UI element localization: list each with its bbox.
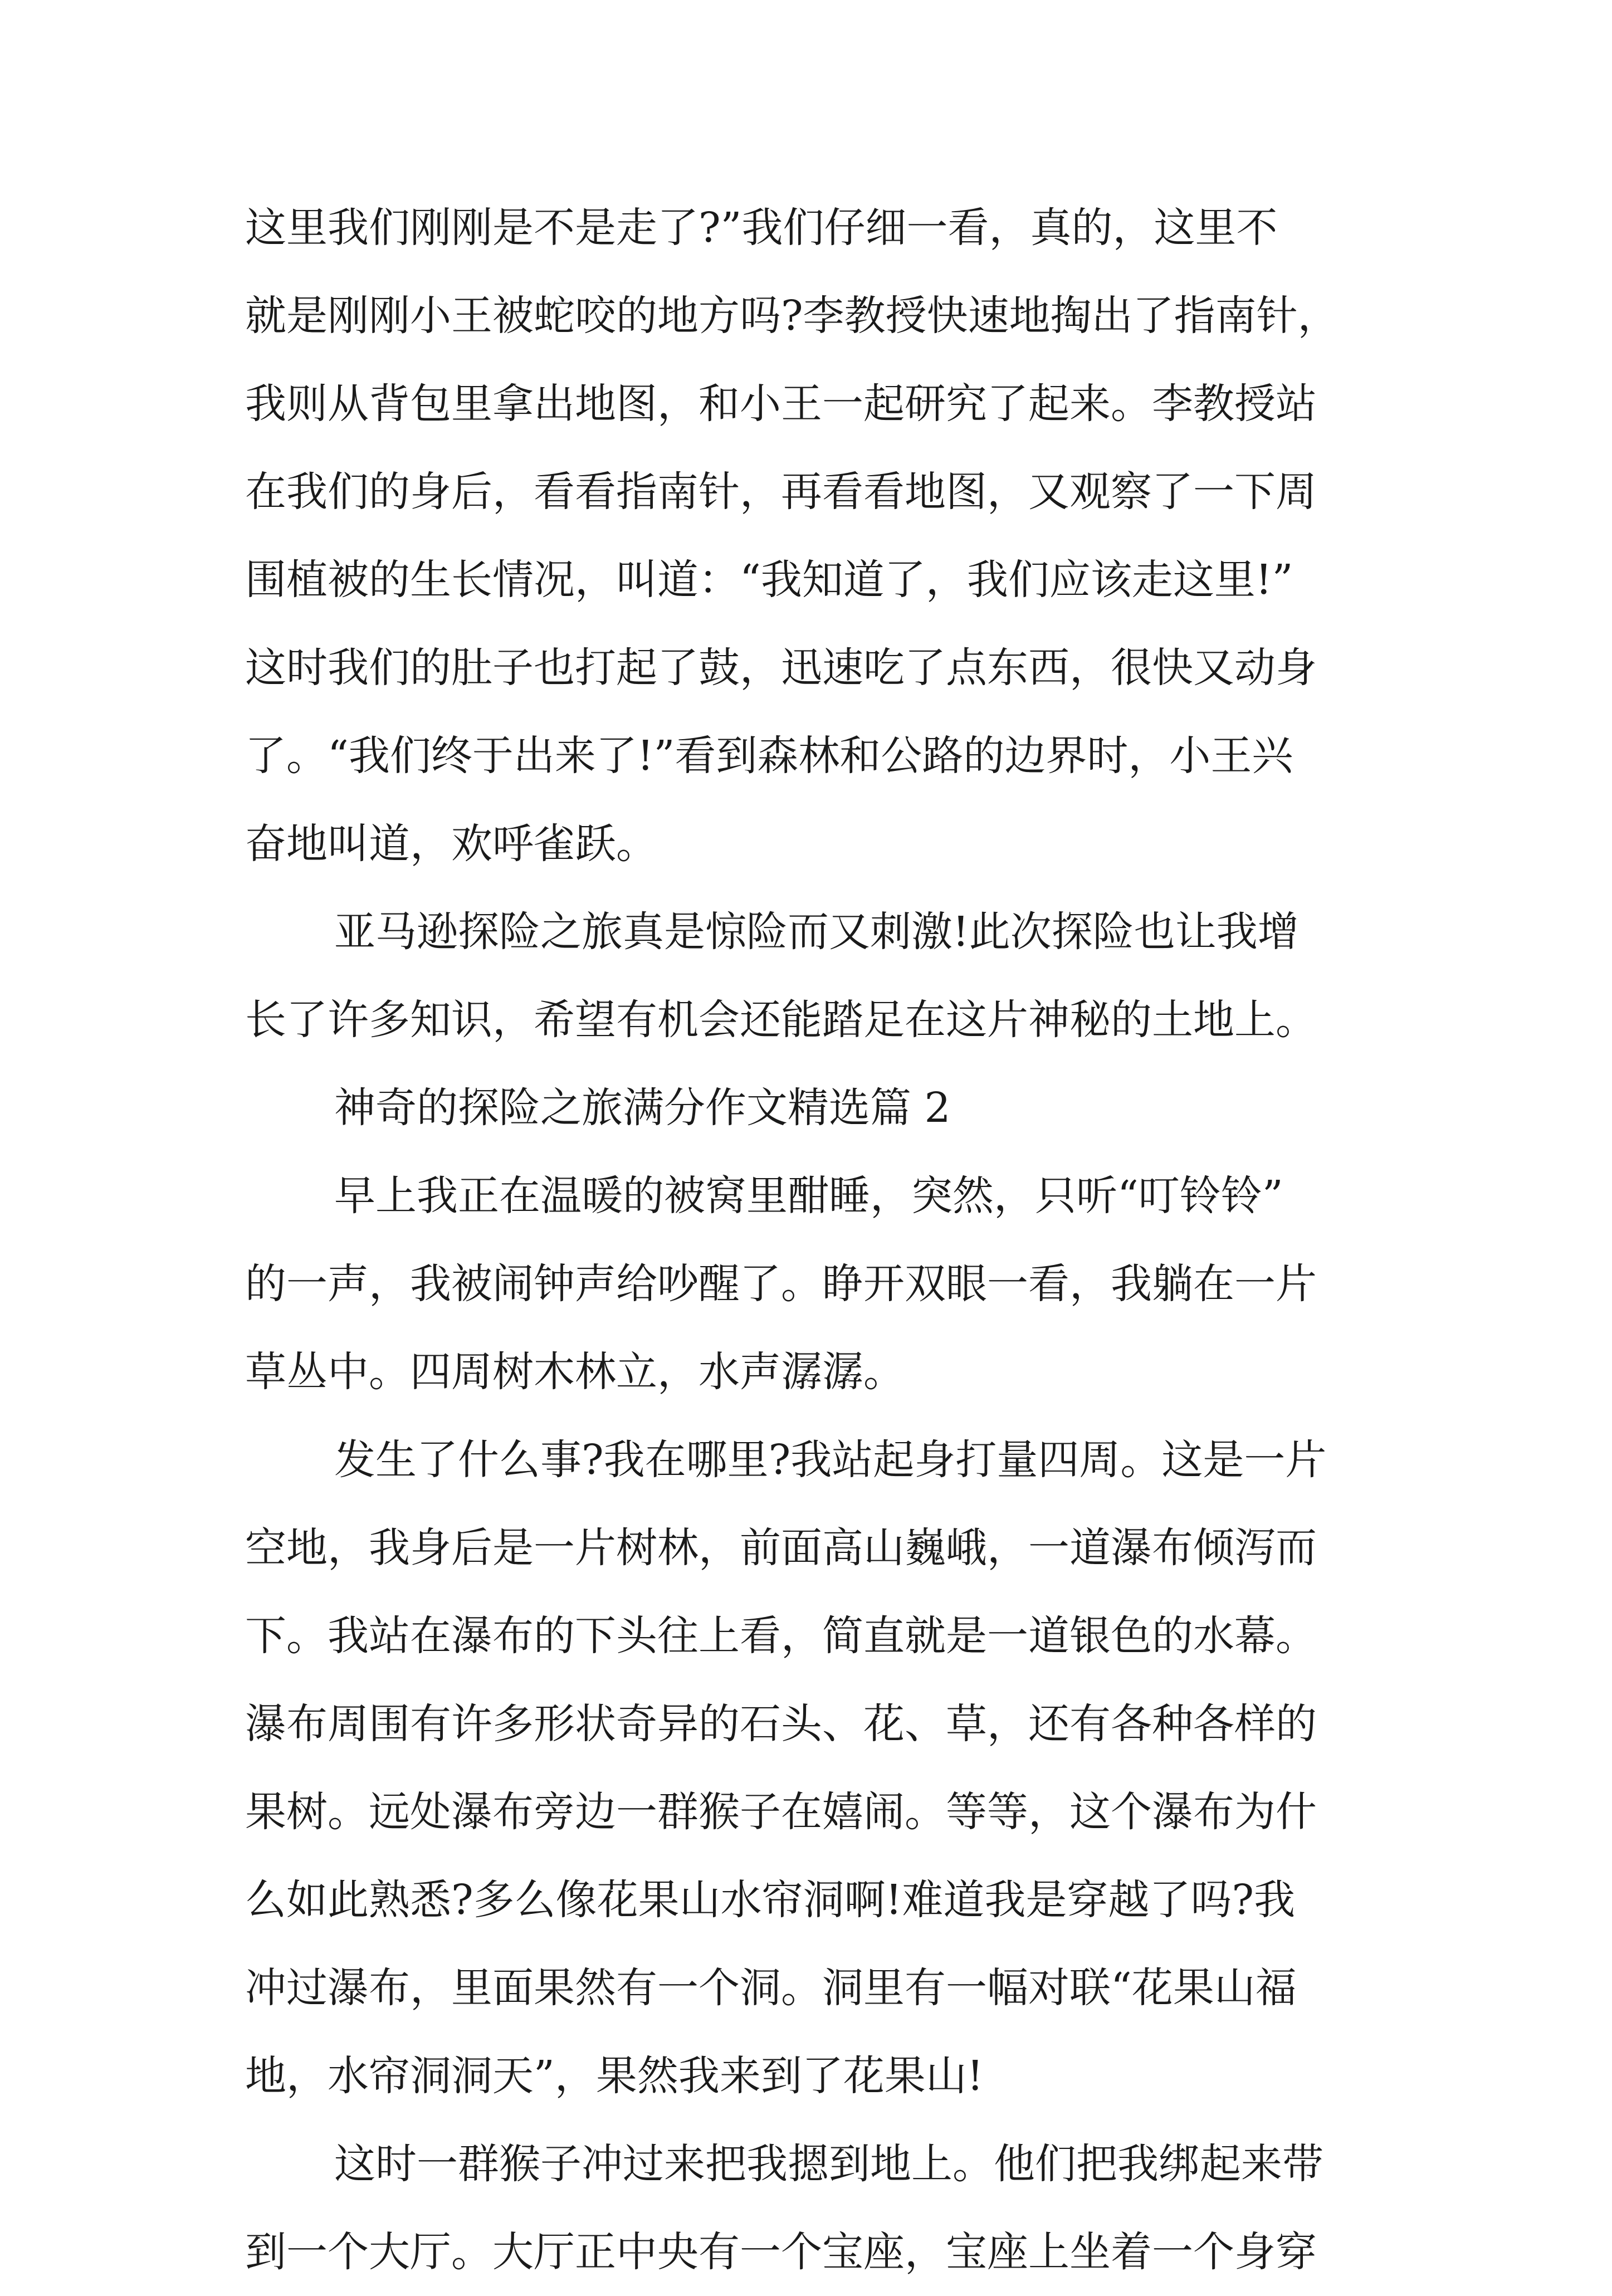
text-line-10: 长了许多知识，希望有机会还能踏足在这片神秘的土地上。 bbox=[245, 996, 1317, 1044]
text-line-13: 的一声，我被闹钟声给吵醒了。睁开双眼一看，我躺在一片 bbox=[245, 1260, 1317, 1308]
section-heading: 神奇的探险之旅满分作文精选篇 2 bbox=[334, 1084, 951, 1132]
text-line-16: 空地，我身后是一片树林，前面高山巍峨，一道瀑布倾泻而 bbox=[245, 1524, 1317, 1572]
text-line-24: 到一个大厅。大厅正中央有一个宝座，宝座上坐着一个身穿 bbox=[245, 2228, 1317, 2276]
text-line-14: 草丛中。四周树木林立，水声潺潺。 bbox=[245, 1348, 905, 1396]
essay-body bbox=[245, 184, 1381, 2296]
text-line-3: 我则从背包里拿出地图，和小王一起研究了起来。李教授站 bbox=[245, 380, 1317, 428]
text-line-4: 在我们的身后，看看指南针，再看看地图，又观察了一下周 bbox=[245, 468, 1317, 516]
text-line-20: 么如此熟悉?多么像花果山水帘洞啊!难道我是穿越了吗?我 bbox=[245, 1876, 1296, 1924]
text-line-15: 发生了什么事?我在哪里?我站起身打量四周。这是一片 bbox=[334, 1436, 1327, 1484]
text-line-23: 这时一群猴子冲过来把我摁到地上。他们把我绑起来带 bbox=[334, 2140, 1323, 2188]
text-line-21: 冲过瀑布，里面果然有一个洞。洞里有一幅对联“花果山福 bbox=[245, 1964, 1297, 2012]
text-line-18: 瀑布周围有许多形状奇异的石头、花、草，还有各种各样的 bbox=[245, 1700, 1317, 1748]
text-line-2: 就是刚刚小王被蛇咬的地方吗?李教授快速地掏出了指南针， bbox=[245, 292, 1339, 340]
text-line-8: 奋地叫道，欢呼雀跃。 bbox=[245, 820, 657, 868]
text-line-22: 地，水帘洞洞天”，果然我来到了花果山! bbox=[245, 2052, 984, 2100]
text-line-6: 这时我们的肚子也打起了鼓，迅速吃了点东西，很快又动身 bbox=[245, 644, 1317, 692]
text-line-17: 下。我站在瀑布的下头往上看，简直就是一道银色的水幕。 bbox=[245, 1612, 1317, 1660]
text-line-19: 果树。远处瀑布旁边一群猴子在嬉闹。等等，这个瀑布为什 bbox=[245, 1788, 1317, 1836]
text-line-7: 了。“我们终于出来了!”看到森林和公路的边界时，小王兴 bbox=[245, 732, 1293, 780]
text-line-12: 早上我正在温暖的被窝里酣睡，突然，只听“叮铃铃” bbox=[334, 1172, 1283, 1220]
text-line-5: 围植被的生长情况，叫道：“我知道了，我们应该走这里!” bbox=[245, 556, 1293, 604]
text-line-1: 这里我们刚刚是不是走了?”我们仔细一看，真的，这里不 bbox=[245, 204, 1278, 252]
text-line-9: 亚马逊探险之旅真是惊险而又刺激!此次探险也让我增 bbox=[334, 908, 1299, 956]
